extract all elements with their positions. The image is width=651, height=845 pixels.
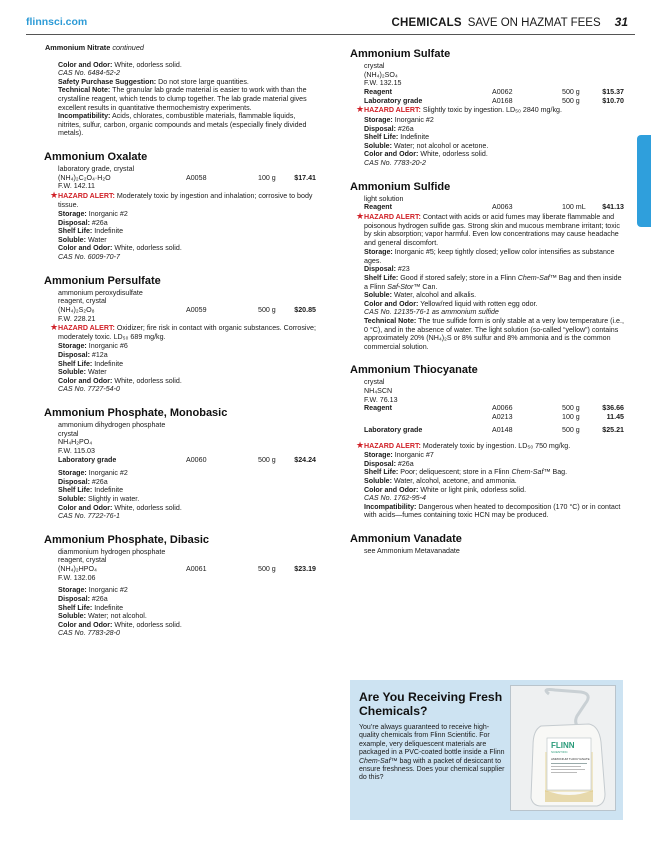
entry-title-oxalate: Ammonium Oxalate [44, 150, 148, 163]
product-bag-photo [510, 685, 616, 811]
sulfide-details: Storage: Inorganic #5; keep tightly closed; yellow color intensifies as substance ages. Disposal: #23 Shelf Life: Good if stored safely; store in a Flinn Chem-Saf™ Bag and then inside a Flinn Saf-Stor™ Can. Soluble: Water, alcohol and alkalis. Color and Odor: Yellow/red liquid with rotten egg odor. CAS No. 12135-76-1 as ammonium sulfide Technical Note: The true sulfide form is only stable at a very low temperature (i.e., 0 °C), and in the absence of water. The light solution (so-called “yellow”) contains approximately 20% (NH₄)₂S or 8% sulfur and 8% ammonia and is the common commercial solution. [364, 248, 624, 351]
hazard-alert: ★ HAZARD ALERT: Slightly toxic by ingestion. LD₅₀ 2840 mg/kg. [356, 104, 562, 115]
dibasic-description: diammonium hydrogen phosphate reagent, crystal (NH₄)₂HPO₄ A0061 500 g $23.19 F.W. 132.06 [58, 547, 316, 582]
price: $17.41 [294, 173, 316, 182]
persulfate-description: ammonium peroxydisulfate reagent, crystal (NH₄)₂S₂O₈ A0059 500 g $20.85 F.W. 228.21 [58, 288, 316, 323]
hazard-alert: ★ HAZARD ALERT: Moderately toxic by ingestion and inhalation; corrosive to body tissue. [50, 189, 313, 209]
callout-title: Are You Receiving Fresh Chemicals? [359, 690, 503, 718]
product-row[interactable]: (NH₄)₂HPO₄ A0061 500 g $23.19 [58, 564, 316, 573]
product-row[interactable]: Reagent A0063 100 mL $41.13 [364, 203, 624, 212]
hazard-star-icon: ★ [50, 322, 59, 333]
vanadate-see-reference[interactable]: see Ammonium Metavanadate [364, 546, 460, 555]
product-grade: laboratory grade, crystal [58, 164, 135, 173]
dibasic-details: Storage: Inorganic #2 Disposal: #26a Shelf Life: Indefinite Soluble: Water; not alcohol. Color and Odor: White, odorless solid. CAS No. 7783-28-0 [58, 586, 182, 638]
hazard-alert: ★ HAZARD ALERT: Contact with acids or acid fumes may liberate flammable and poisonous hydrogen sulfide gas. Strong skin and mucous membrane irritant; toxic by skin absorption; vapor harmful. Even low concentrations may cause headache and general discomfort. [356, 210, 620, 247]
nitrate-details [44, 61, 316, 138]
bag-label-text: AMMONIUM THIOCYANATE [551, 757, 590, 761]
right-column [350, 44, 624, 556]
site-url[interactable]: flinnsci.com [26, 16, 88, 28]
section-title: CHEMICALS [391, 17, 462, 29]
catalog-number: A0058 [186, 173, 207, 182]
product-row[interactable] [58, 174, 316, 183]
entry-title-thiocyanate: Ammonium Thiocyanate [350, 364, 478, 377]
hazard-star-icon: ★ [356, 210, 365, 221]
page-header [392, 15, 628, 29]
oxalate-details: Storage: Inorganic #2 Disposal: #26a Shelf Life: Indefinite Soluble: Water Color and Odor: White, odorless solid. CAS No. 6009-70-7 [44, 210, 316, 262]
fresh-chemicals-callout [350, 680, 623, 820]
formula-weight: F.W. 142.11 [58, 182, 95, 191]
hazard-alert: ★ HAZARD ALERT: Moderately toxic by ingestion. LD₅₀ 750 mg/kg. [356, 439, 571, 450]
product-row[interactable]: Laboratory grade A0060 500 g $24.24 [58, 456, 316, 465]
hazard-star-icon: ★ [356, 104, 365, 115]
monobasic-details: Storage: Inorganic #2 Disposal: #26a Shelf Life: Indefinite Soluble: Slightly in water. Color and Odor: White, odorless solid. CAS No. 7722-76-1 [58, 469, 182, 521]
product-row[interactable]: Reagent A0062 500 g $15.37 [364, 87, 624, 96]
bag-label-brand-sub: SCIENTIFIC [551, 750, 568, 754]
left-column [44, 44, 316, 638]
entry-title-dibasic: Ammonium Phosphate, Dibasic [44, 533, 210, 546]
persulfate-details: Storage: Inorganic #6 Disposal: #12a Shelf Life: Indefinite Soluble: Water Color and Odor: White, odorless solid. CAS No. 7727-54-0 [58, 342, 182, 394]
product-row[interactable]: (NH₄)₂S₂O₈ A0059 500 g $20.85 [58, 305, 316, 314]
product-row[interactable]: Laboratory grade A0148 500 g $25.21 [364, 425, 624, 434]
bag-label-brand: FLINN [551, 741, 575, 750]
oxalate-description [44, 165, 316, 191]
product-row[interactable]: Reagent A0066 500 g $36.66 [364, 404, 624, 413]
hazard-star-icon: ★ [356, 439, 365, 450]
cas-number: CAS No. 6009-70-7 [58, 253, 120, 262]
incompatibility: Incompatibility: Acids, chlorates, combustible materials, flammable liquids, nitrites, sulfur, carbon, organic compounds and metals (especially finely divided metals). [58, 112, 307, 138]
sulfide-description: light solution Reagent A0063 100 mL $41.13 [364, 194, 624, 212]
cas-number: CAS No. 6484-52-2 [58, 69, 120, 78]
technical-note: Technical Note: The granular lab grade material is easier to work with than the crystalline reagent, which tends to clump together. The lab grade material gives excellent results in quantitative thermochemistry experiments. [58, 86, 307, 112]
section-subtitle: SAVE ON HAZMAT FEES [467, 17, 601, 29]
hazard-star-icon: ★ [50, 189, 59, 200]
entry-title-persulfate: Ammonium Persulfate [44, 274, 161, 287]
entry-title-vanadate: Ammonium Vanadate [350, 532, 462, 545]
header-rule [26, 34, 635, 35]
color-odor: Color and Odor: White, odorless solid. [58, 60, 182, 69]
page-number: 31 [614, 15, 628, 29]
product-row[interactable]: Laboratory grade A0168 500 g $10.70 [364, 96, 624, 105]
nitrate-continued-title: Ammonium Nitrate continued [45, 43, 144, 52]
hazard-alert: ★ HAZARD ALERT: Oxidizer; fire risk in contact with organic substances. Corrosive; moderately toxic. LD₅₀ 689 mg/kg. [50, 322, 316, 341]
product-row[interactable]: A0213 100 g 11.45 [492, 413, 624, 421]
sulfate-details: Storage: Inorganic #2 Disposal: #26a Shelf Life: Indefinite Soluble: Water; not alcohol or acetone. Color and Odor: White, odorless solid. CAS No. 7783-20-2 [364, 115, 489, 167]
safety-note: Safety Purchase Suggestion: Do not store large quantities. [58, 77, 249, 86]
formula: (NH₄)₂C₂O₄·H₂O [58, 173, 111, 182]
entry-title-sulfide: Ammonium Sulfide [350, 180, 451, 193]
entry-title-sulfate: Ammonium Sulfate [350, 48, 451, 60]
sulfate-description: crystal (NH₄)₂SO₄ F.W. 132.15 Reagent A0062 500 g $15.37 Laboratory grade A0168 500 g $10.70 [364, 62, 624, 105]
section-tab-marker [637, 135, 651, 227]
monobasic-description: ammonium dihydrogen phosphate crystal NH₄H₂PO₄ F.W. 115.03 Laboratory grade A0060 500 g $24.24 [58, 421, 316, 465]
thiocyanate-description: crystal NH₄SCN F.W. 76.13 Reagent A0066 500 g $36.66 A0213 100 g 11.45 Laboratory grade A0148 500 g $25.21 [364, 378, 624, 434]
callout-body: You’re always guaranteed to receive high-quality chemicals from Flinn Scientific. For example, very deliquescent materials are packaged in a PVC-coated bottle inside a Flinn Chem-Saf™ bag with a packet of desiccant to ensure freshness. Does your chemical supplier do this? [359, 724, 505, 782]
thiocyanate-details: Storage: Inorganic #7 Disposal: #26a Shelf Life: Poor; deliquescent; store in a Flinn Chem-Saf™ Bag. Soluble: Water, alcohol, acetone, and ammonia. Color and Odor: White or light pink, odorless solid. CAS No. 1762-95-4 Incompatibility: Dangerous when heated to decomposition (170 °C) or in contact with acids—fumes containing toxic HCN may be produced. [364, 451, 621, 520]
entry-title-monobasic: Ammonium Phosphate, Monobasic [44, 407, 228, 419]
size: 100 g [258, 173, 276, 182]
